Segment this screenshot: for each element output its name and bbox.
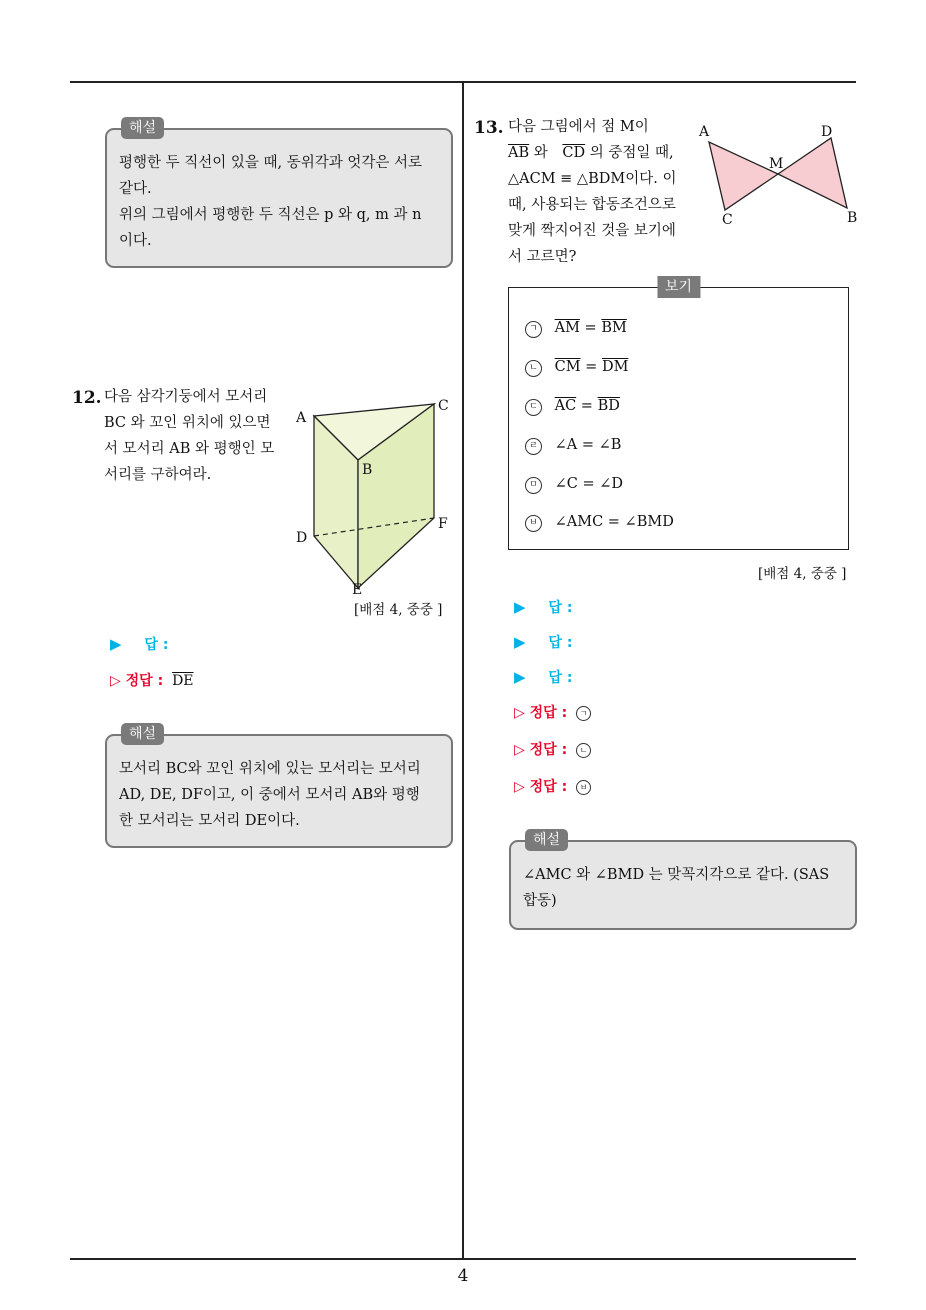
triangle-bdm (778, 138, 847, 208)
option-mark: ㄱ (525, 321, 542, 338)
correct-value: ㄱ (576, 706, 591, 721)
answer-label: 답 : (548, 635, 573, 651)
correct-arrow-icon: ▷ (514, 742, 525, 758)
point-label-b: B (847, 210, 858, 226)
solution-line: AD, DE, DF이고, 이 중에서 모서리 AB와 평행 (119, 787, 420, 803)
vertex-label-c: C (438, 398, 449, 414)
question-number-13: 13. (474, 118, 504, 138)
point-label-c: C (722, 212, 733, 228)
solution-line: 위의 그림에서 평행한 두 직선은 p 와 q, m 과 n (119, 207, 422, 223)
segment-cd: $\overline{CD}$ (562, 145, 586, 161)
column-divider (462, 81, 464, 1259)
solution-box-11 (105, 120, 453, 268)
point-label-d: D (821, 124, 833, 140)
correct-answer-13-3 (514, 776, 591, 796)
page-number: 4 (457, 1266, 469, 1286)
option-1: ㄱ $\overline{AM} = \overline{BM}$ (525, 320, 627, 338)
correct-label: 정답 : (125, 673, 164, 689)
correct-value: ㅂ (576, 780, 591, 795)
correct-label: 정답 : (529, 742, 568, 758)
answer-arrow-icon: ▶ (110, 635, 122, 653)
correct-arrow-icon: ▷ (514, 705, 525, 721)
answer-label: 답 : (548, 670, 573, 686)
correct-answer-13-1 (514, 702, 591, 722)
line-tail: 의 중점일 때, (589, 145, 674, 161)
vertex-label-a: A (296, 410, 307, 426)
solution-line: 모서리 BC와 꼬인 위치에 있는 모서리는 모서리 (119, 761, 421, 777)
point-label-a: A (699, 124, 710, 140)
option-5: ㅁ ∠C = ∠D (525, 476, 623, 494)
triangle-acm (709, 142, 778, 210)
question-line: 서 고르면? (508, 249, 577, 265)
question-line: 서리를 구하여라. (104, 467, 212, 483)
prism-figure (290, 390, 460, 600)
answer-line-13-1[interactable] (514, 597, 572, 617)
answer-arrow-icon: ▶ (514, 633, 526, 651)
question-line: 다음 그림에서 점 M이 (508, 119, 649, 135)
correct-arrow-icon: ▷ (110, 673, 121, 689)
vertex-label-e: E (352, 582, 363, 598)
options-box (508, 279, 849, 550)
solution-box-13 (509, 832, 857, 930)
option-mark: ㅁ (525, 477, 542, 494)
question-line (508, 140, 688, 166)
answer-line-13-3[interactable] (514, 667, 572, 687)
correct-arrow-icon: ▷ (514, 779, 525, 795)
solution-line: 한 모서리는 모서리 DE이다. (119, 813, 300, 829)
question-line: △ACM ≡ △BDM이다. 이 (508, 171, 677, 187)
question-line: BC 와 꼬인 위치에 있으면 (104, 415, 271, 431)
option-4: ㄹ ∠A = ∠B (525, 437, 621, 455)
question-line: 때, 사용되는 합동조건으로 (508, 197, 676, 213)
vertex-label-f: F (438, 516, 448, 532)
option-6: ㅂ ∠AMC = ∠BMD (525, 514, 674, 532)
option-3: ㄷ $\overline{AC} = \overline{BD}$ (525, 398, 620, 416)
correct-answer-12 (110, 670, 194, 690)
option-mark: ㄹ (525, 438, 542, 455)
vertex-label-d: D (296, 530, 308, 546)
question-text-13 (508, 114, 688, 270)
segment-ab: $\overline{AB}$ (508, 145, 530, 161)
answer-arrow-icon: ▶ (514, 668, 526, 686)
solution-box-12 (105, 726, 453, 848)
correct-answer-13-2 (514, 739, 591, 759)
word-wa: 와 (533, 145, 548, 161)
answer-line-13-2[interactable] (514, 632, 572, 652)
option-mark: ㄷ (525, 399, 542, 416)
question-line: 맞게 짝지어진 것을 보기에 (508, 223, 676, 239)
correct-label: 정답 : (529, 779, 568, 795)
answer-label: 답 : (144, 637, 169, 653)
option-2: ㄴ $\overline{CM} = \overline{DM}$ (525, 359, 628, 377)
solution-line: 평행한 두 직선이 있을 때, 동위각과 엇각은 서로 (119, 155, 423, 171)
point-label-m: M (769, 156, 784, 172)
vertex-label-b: B (362, 462, 373, 478)
bottom-rule (70, 1258, 856, 1260)
solution-tag: 해설 (121, 117, 164, 139)
option-mark: ㅂ (525, 515, 542, 532)
option-mark: ㄴ (525, 360, 542, 377)
score-12: [배점 4, 중중 ] (354, 602, 443, 618)
options-tag: 보기 (657, 276, 700, 298)
solution-line: ∠AMC 와 ∠BMD 는 맞꼭지각으로 같다. (SAS (523, 867, 830, 883)
question-number-12: 12. (72, 388, 102, 408)
solution-line: 이다. (119, 233, 152, 249)
solution-tag: 해설 (525, 829, 568, 851)
correct-value: ㄴ (576, 743, 591, 758)
correct-label: 정답 : (529, 705, 568, 721)
answer-line-12[interactable] (110, 634, 168, 654)
solution-line: 합동) (523, 893, 557, 909)
solution-tag: 해설 (121, 723, 164, 745)
solution-line: 같다. (119, 181, 152, 197)
answer-label: 답 : (548, 600, 573, 616)
answer-arrow-icon: ▶ (514, 598, 526, 616)
question-text-12 (104, 384, 284, 488)
question-line: 다음 삼각기둥에서 모서리 (104, 389, 268, 405)
correct-value: $\overline{DE}$ (172, 673, 194, 689)
score-13: [배점 4, 중중 ] (758, 566, 847, 582)
question-line: 서 모서리 AB 와 평행인 모 (104, 441, 275, 457)
bowtie-figure (695, 118, 870, 233)
